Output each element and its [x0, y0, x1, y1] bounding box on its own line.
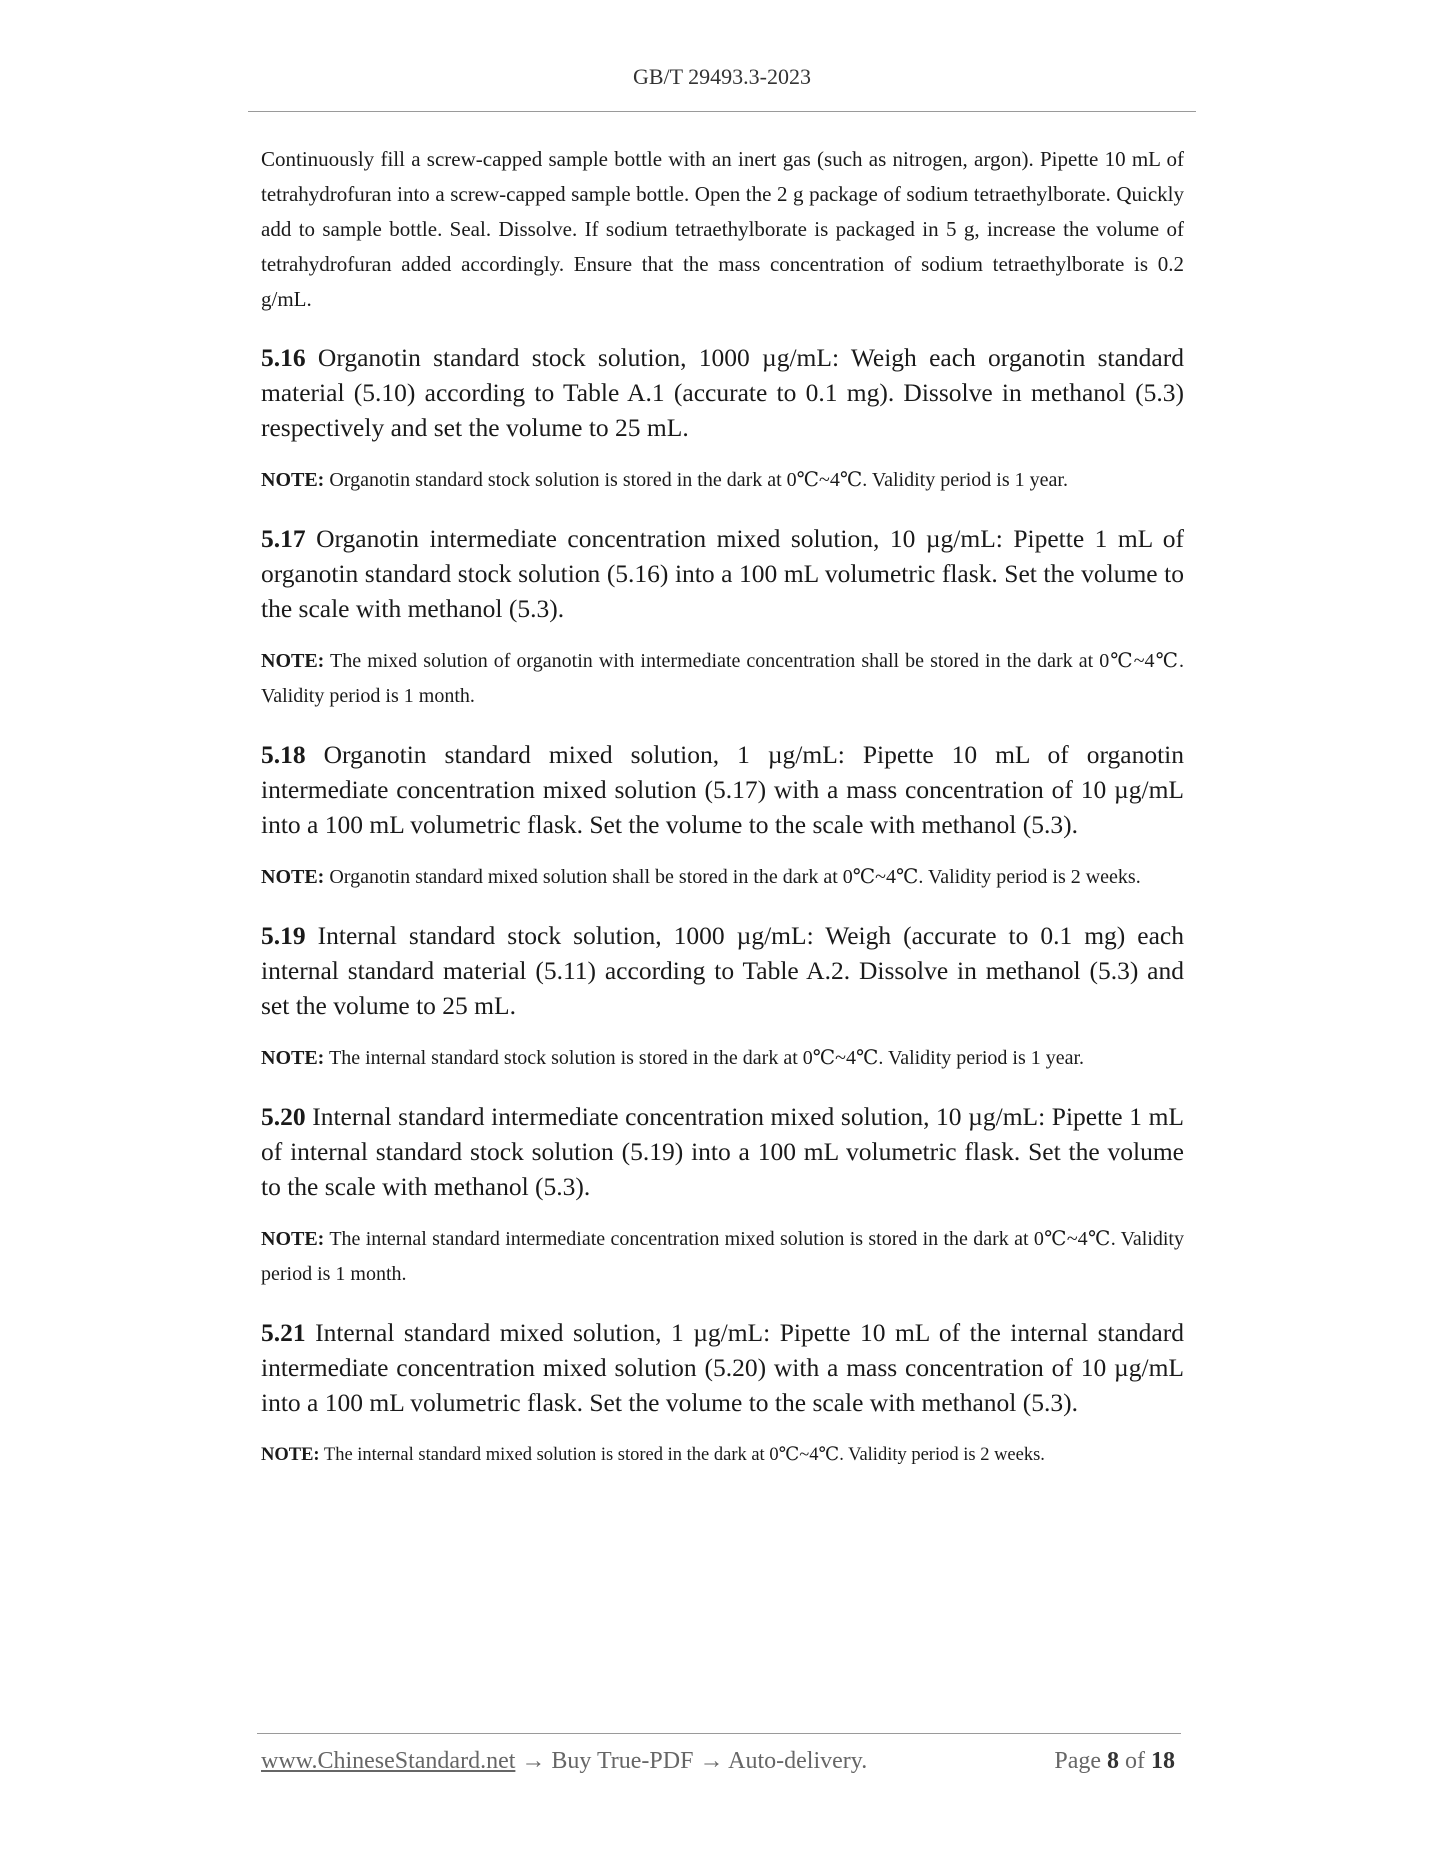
page-footer — [261, 1748, 1181, 1788]
section-number: 5.18 — [261, 740, 306, 769]
section-text: Organotin intermediate concentration mixed solution, 10 µg/mL: Pipette 1 mL of organotin standard stock solution (5.16) into a 100 mL volumetric flask. Set the volume to the scale with methanol (5.3). — [261, 524, 1184, 623]
section-number: 5.20 — [261, 1102, 306, 1131]
footer-promo — [261, 1748, 867, 1775]
note-5-20 — [261, 1222, 1184, 1292]
section-5-20 — [261, 1099, 1184, 1204]
note-text: Organotin standard mixed solution shall be stored in the dark at 0℃~4℃. Validity period is 2 weeks. — [329, 866, 1141, 888]
page-total: 18 — [1151, 1748, 1175, 1774]
auto-delivery-text: Auto-delivery. — [728, 1748, 868, 1774]
note-5-18 — [261, 860, 1184, 895]
page-label: Page — [1054, 1748, 1101, 1774]
note-label: NOTE: — [261, 650, 325, 672]
document-body — [261, 142, 1184, 1473]
section-number: 5.21 — [261, 1318, 306, 1347]
section-number: 5.16 — [261, 343, 306, 372]
section-text: Internal standard intermediate concentration mixed solution, 10 µg/mL: Pipette 1 mL of internal standard stock solution (5.19) into a 100 mL volumetric flask. Set the volume to the scale with methanol (5.3). — [261, 1102, 1184, 1201]
note-text: The internal standard intermediate concentration mixed solution is stored in the dark at 0℃~4℃. Validity period is 1 month. — [261, 1228, 1184, 1285]
section-5-18 — [261, 737, 1184, 842]
note-text: The internal standard stock solution is stored in the dark at 0℃~4℃. Validity period is 1 year. — [328, 1047, 1085, 1069]
intro-paragraph: Continuously fill a screw-capped sample bottle with an inert gas (such as nitrogen, argon). Pipette 10 mL of tetrahydrofuran into a screw-capped sample bottle. Open the 2 g package of sodium tetraethylborate. Quickly add to sample bottle. Seal. Dissolve. If sodium tetraethylborate is packaged in 5 g, increase the volume of tetrahydrofuran added accordingly. Ensure that the mass concentration of sodium tetraethylborate is 0.2 g/mL. — [261, 147, 1184, 311]
footer-divider — [257, 1733, 1181, 1734]
header-divider — [248, 111, 1196, 112]
section-text: Internal standard stock solution, 1000 µg/mL: Weigh (accurate to 0.1 mg) each internal standard material (5.11) according to Table A.2. Dissolve in methanol (5.3) and set the volume to 25 mL. — [261, 921, 1184, 1020]
section-text: Organotin standard stock solution, 1000 µg/mL: Weigh each organotin standard material (5.10) according to Table A.1 (accurate to 0.1 mg). Dissolve in methanol (5.3) respectively and set the volume to 25 mL. — [261, 343, 1184, 442]
note-5-19 — [261, 1041, 1184, 1076]
section-text: Organotin standard mixed solution, 1 µg/mL: Pipette 10 mL of organotin intermediate concentration mixed solution (5.17) with a mass concentration of 10 µg/mL into a 100 mL volumetric flask. Set the volume to the scale with methanol (5.3). — [261, 740, 1185, 839]
section-5-19 — [261, 918, 1184, 1023]
note-text: The mixed solution of organotin with intermediate concentration shall be stored in the dark at 0℃~4℃. Validity period is 1 month. — [261, 650, 1185, 707]
arrow-right-icon: → — [699, 1748, 724, 1774]
note-text: Organotin standard stock solution is stored in the dark at 0℃~4℃. Validity period is 1 year. — [329, 469, 1068, 491]
note-label: NOTE: — [261, 1445, 320, 1465]
note-label: NOTE: — [261, 866, 325, 888]
page-current: 8 — [1107, 1748, 1119, 1774]
note-text: The internal standard mixed solution is stored in the dark at 0℃~4℃. Validity period is 2 weeks. — [323, 1445, 1045, 1465]
document-header: GB/T 29493.3-2023 — [632, 64, 812, 89]
arrow-right-icon: → — [521, 1748, 546, 1774]
section-5-21 — [261, 1315, 1184, 1420]
section-5-17 — [261, 521, 1184, 626]
buy-pdf-text: Buy True-PDF — [551, 1748, 694, 1774]
note-label: NOTE: — [261, 469, 325, 491]
section-number: 5.19 — [261, 921, 306, 950]
page-indicator — [1054, 1748, 1175, 1775]
section-text: Internal standard mixed solution, 1 µg/mL: Pipette 10 mL of the internal standard intermediate concentration mixed solution (5.20) with a mass concentration of 10 µg/mL into a 100 mL volumetric flask. Set the volume to the scale with methanol (5.3). — [261, 1318, 1184, 1417]
note-label: NOTE: — [261, 1228, 325, 1250]
section-number: 5.17 — [261, 524, 306, 553]
note-5-21 — [261, 1438, 1184, 1473]
note-label: NOTE: — [261, 1047, 325, 1069]
note-5-16 — [261, 463, 1184, 498]
note-5-17 — [261, 644, 1184, 714]
section-5-16 — [261, 340, 1184, 445]
website-link[interactable]: www.ChineseStandard.net — [261, 1748, 516, 1774]
page-of-label: of — [1125, 1748, 1145, 1774]
